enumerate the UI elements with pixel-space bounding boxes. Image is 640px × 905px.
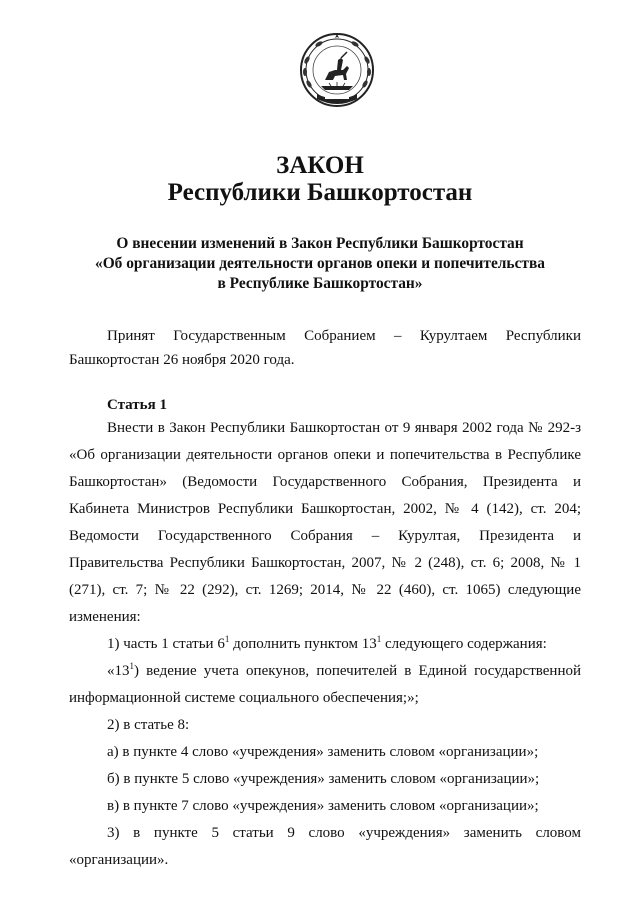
document-title-republic: Республики Башкортостан <box>167 179 473 206</box>
superscript: 1 <box>129 661 134 671</box>
amendment-item-2: 2) в статье 8: <box>107 717 190 733</box>
amendment-quote-line <box>69 658 581 685</box>
adoption-statement <box>69 324 581 372</box>
article-text-line: Правительства Республики Башкортостан, 2007, № 2 (248), ст. 6; 2008, № 1 <box>69 555 581 571</box>
article-text-line: (271), ст. 7; № 22 (292), ст. 1269; 2014, № 22 (460), ст. 1065) следующие <box>69 582 581 598</box>
amendment-quote-line: информационной системе социального обеспечения;»; <box>69 690 419 706</box>
amendment-item-3: 3) в пункте 5 статьи 9 слово «учреждения» заменить словом <box>107 825 581 841</box>
article-text-line: «Об организации деятельности органов опеки и попечительства в Республике <box>69 447 581 463</box>
amendment-text: 1) часть 1 статьи 6 <box>107 636 225 652</box>
amendment-text: следующего содержания: <box>381 636 547 652</box>
document-title: ЗАКОН <box>276 152 364 179</box>
article-body <box>69 415 581 874</box>
article-text-line: Башкортостан» (Ведомости Государственного Собрания, Президента и <box>69 474 581 490</box>
amendment-item-3-continued: «организации». <box>69 852 169 868</box>
law-subtitle <box>60 234 580 294</box>
article-heading: Статья 1 <box>107 397 167 413</box>
amendment-item-1 <box>69 631 581 658</box>
article-text-line: изменения: <box>69 609 141 625</box>
article-text-line: Внести в Закон Республики Башкортостан от 9 января 2002 года № 292-з <box>107 420 581 436</box>
adoption-line: Принят Государственным Собранием – Курултаем Республики <box>107 328 581 344</box>
superscript: 1 <box>376 634 382 644</box>
bashkortostan-coat-of-arms-icon <box>291 30 383 110</box>
article-text-line: Ведомости Государственного Собрания – Курултая, Президента и <box>69 528 581 544</box>
article-text-line: Кабинета Министров Республики Башкортостан, 2002, № 4 (142), ст. 204; <box>69 501 581 517</box>
amendment-text: дополнить пунктом 13 <box>229 636 377 652</box>
subtitle-line: О внесении изменений в Закон Республики Башкортостан <box>116 235 524 252</box>
quote-text: ) ведение учета опекунов, попечителей в Единой государственной <box>134 663 581 679</box>
quote-text: «13 <box>107 663 130 679</box>
subtitle-line: в Республике Башкортостан» <box>217 275 423 292</box>
superscript: 1 <box>224 634 230 644</box>
adoption-line: Башкортостан 26 ноября 2020 года. <box>69 352 295 368</box>
amendment-subitem: в) в пункте 7 слово «учреждения» заменить словом «организации»; <box>107 798 539 814</box>
amendment-subitem: б) в пункте 5 слово «учреждения» заменить словом «организации»; <box>107 771 540 787</box>
amendment-subitem: а) в пункте 4 слово «учреждения» заменить словом «организации»; <box>107 744 539 760</box>
subtitle-line: «Об организации деятельности органов опеки и попечительства <box>95 255 545 272</box>
